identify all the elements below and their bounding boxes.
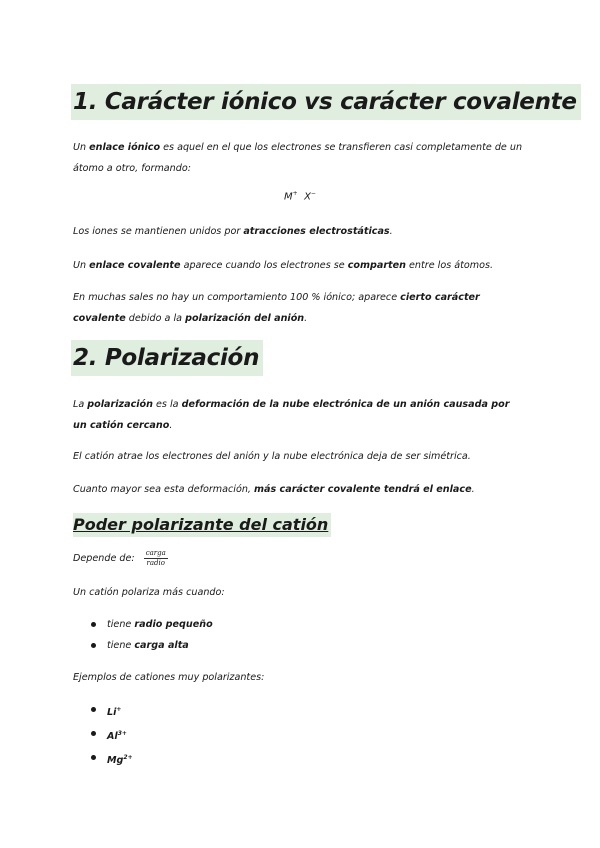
examples-list	[91, 699, 133, 772]
section-3-heading: Poder polarizante del catión	[73, 513, 331, 537]
conditions-list	[91, 614, 213, 656]
examples-label: Ejemplos de cationes muy polarizantes:	[73, 672, 265, 683]
section-1-heading: 1. Carácter iónico vs carácter covalente	[71, 84, 581, 120]
list-item: $Mg^{2+}$	[91, 747, 133, 771]
list-item: $Al^{3+}$	[91, 723, 133, 747]
section-2-paragraph-cation-attracts: El catión atrae los electrones del anión y la nube electrónica deja de ser simétrica.	[73, 451, 471, 462]
section-2-paragraph-definition: La polarización es la deformación de la nube electrónica de un anión causada por un catión cercano.	[73, 399, 510, 431]
depends-on-line: Depende de: $\frac{\text{carga}}{\text{radio}}$	[73, 548, 166, 567]
section-1-paragraph-salts: En muchas sales no hay un comportamiento 100 % iónico; aparece cierto carácter covalente debido a la polarización del anión.	[73, 292, 480, 324]
charge-radius-fraction: $\frac{\text{carga}}{\text{radio}}$	[145, 548, 166, 567]
bullet-icon	[91, 707, 96, 712]
section-1-paragraph-covalent: Un enlace covalente aparece cuando los electrones se comparten entre los átomos.	[73, 260, 494, 271]
list-item: Li+	[91, 699, 133, 723]
list-item: tiene radio pequeño	[91, 614, 213, 635]
ionic-formula: M+ X−	[284, 190, 316, 203]
section-1-paragraph-attraction: Los iones se mantienen unidos por atracciones electrostáticas.	[73, 226, 393, 237]
section-2-paragraph-deformation: Cuanto mayor sea esta deformación, más carácter covalente tendrá el enlace.	[73, 484, 475, 495]
bullet-icon	[91, 622, 96, 627]
bullet-icon	[91, 643, 96, 648]
section-2-heading: 2. Polarización	[71, 340, 263, 376]
list-item: tiene carga alta	[91, 635, 213, 656]
section-3-intro: Un catión polariza más cuando:	[73, 587, 225, 598]
bullet-icon	[91, 755, 96, 760]
section-1-paragraph-ionic: Un enlace iónico es aquel en el que los electrones se transfieren casi completamente de un átomo a otro, formando:	[73, 142, 523, 174]
bullet-icon	[91, 731, 96, 736]
